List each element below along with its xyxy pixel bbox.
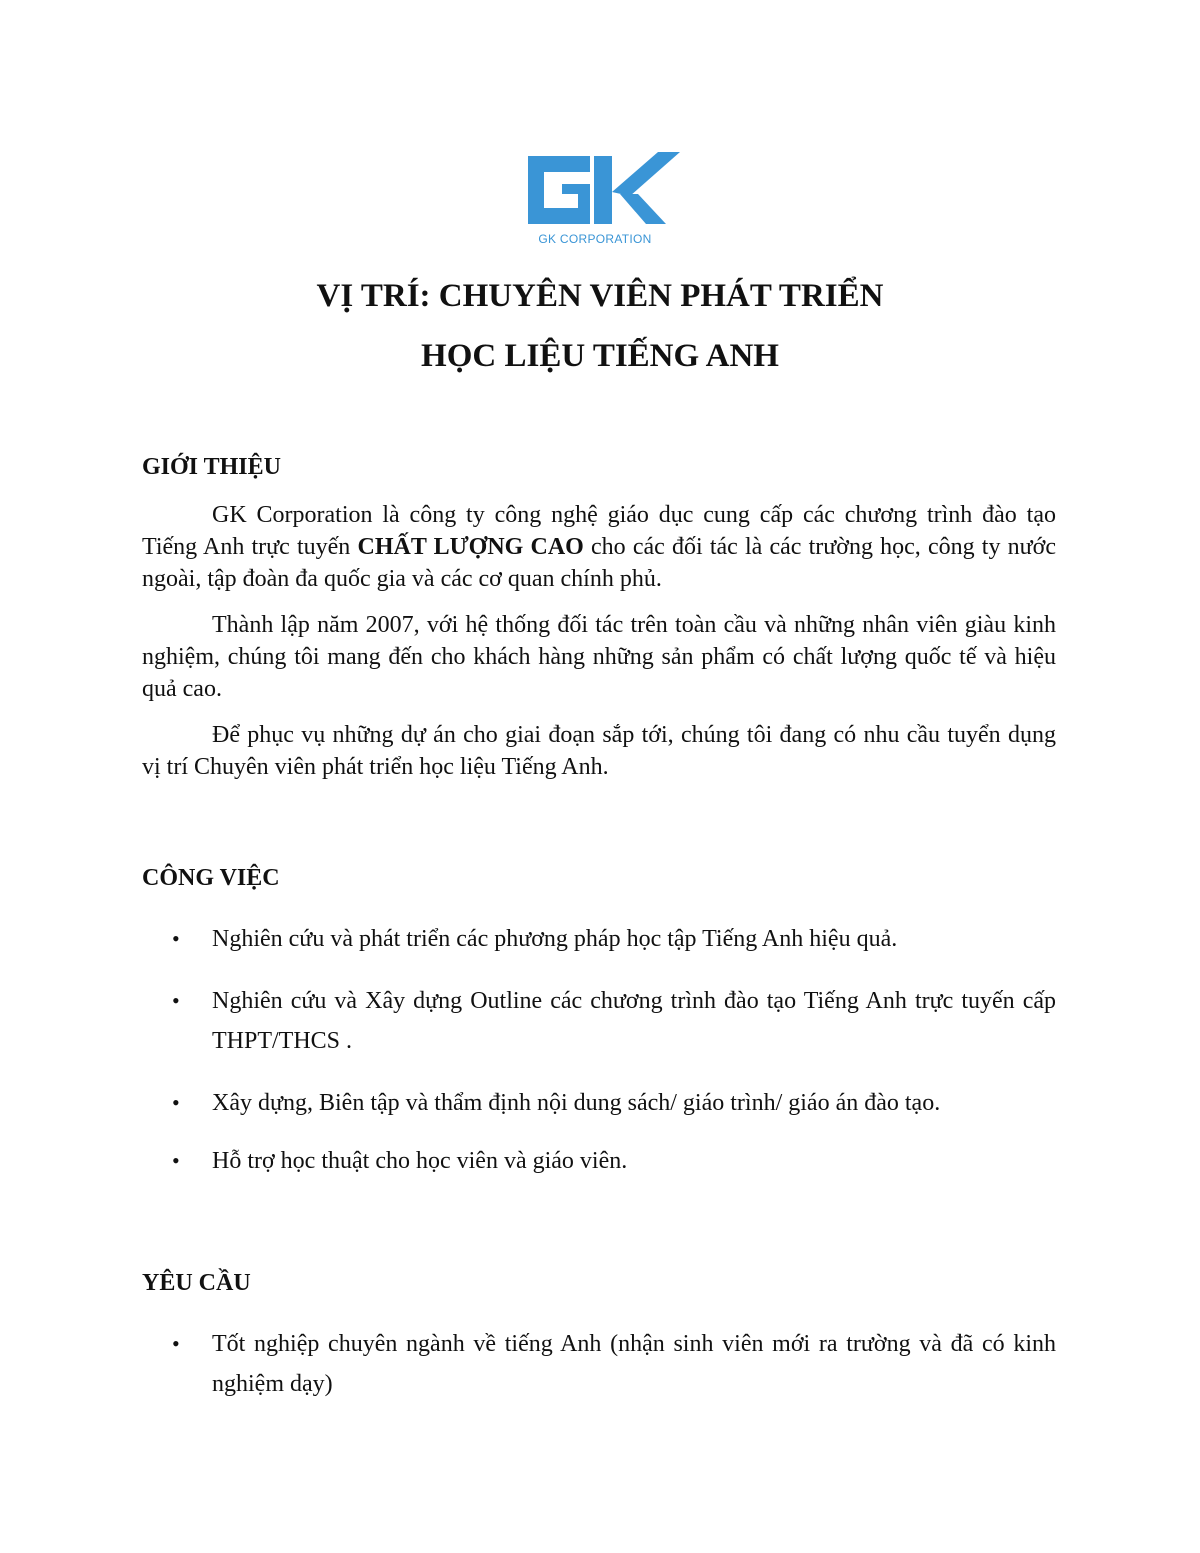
logo-caption: GK CORPORATION — [538, 232, 652, 246]
requirements-list — [142, 1324, 1056, 1404]
list-item-text: Hỗ trợ học thuật cho học viên và giáo viên. — [212, 1148, 628, 1174]
work-heading: CÔNG VIỆC — [142, 865, 280, 891]
list-item — [142, 1324, 1056, 1404]
list-item-text: Nghiên cứu và Xây dựng Outline các chương trình đào tạo Tiếng Anh trực tuyến cấp THPT/THCS . — [212, 988, 1056, 1054]
requirements-heading: YÊU CẦU — [142, 1270, 251, 1296]
bullet-marker: • — [172, 988, 180, 1013]
intro-p1-bold: CHẤT LƯỢNG CAO — [357, 534, 584, 560]
bullet-marker: • — [172, 1331, 180, 1356]
bullet-marker: • — [172, 1090, 180, 1115]
bullet-marker: • — [172, 926, 180, 951]
list-item-text: Nghiên cứu và phát triển các phương pháp học tập Tiếng Anh hiệu quả. — [212, 926, 898, 952]
list-item — [142, 1083, 1056, 1123]
list-item — [142, 981, 1056, 1061]
list-item — [142, 1141, 1056, 1181]
page-title-line-1: VỊ TRÍ: CHUYÊN VIÊN PHÁT TRIỂN — [316, 278, 884, 314]
list-item-text: Tốt nghiệp chuyên ngành về tiếng Anh (nhận sinh viên mới ra trường và đã có kinh nghiệm dạy) — [212, 1331, 1056, 1397]
intro-paragraph-2: Thành lập năm 2007, với hệ thống đối tác trên toàn cầu và những nhân viên giàu kinh nghiệm, chúng tôi mang đến cho khách hàng những sản phẩm có chất lượng quốc tế và hiệu quả cao. — [142, 612, 1056, 702]
intro-paragraph-3: Để phục vụ những dự án cho giai đoạn sắp tới, chúng tôi đang có nhu cầu tuyển dụng vị trí Chuyên viên phát triển học liệu Tiếng Anh. — [142, 722, 1056, 780]
work-list — [142, 0, 1056, 1181]
page-title-line-2: HỌC LIỆU TIẾNG ANH — [421, 338, 779, 374]
intro-p1-text-a: GK Corporation là công ty công nghệ giáo dục cung cấp các chương trình đào tạo Tiếng Anh trực tuyến — [142, 502, 1056, 560]
list-item-text: Xây dựng, Biên tập và thẩm định nội dung sách/ giáo trình/ giáo án đào tạo. — [212, 1090, 941, 1116]
intro-p1-text-b: cho các đối tác là các trường học, công ty nước ngoài, tập đoàn đa quốc gia và các cơ quan chính phủ. — [142, 534, 1056, 592]
list-item — [142, 919, 1056, 959]
intro-heading: GIỚI THIỆU — [142, 454, 281, 480]
bullet-marker: • — [172, 1148, 180, 1173]
